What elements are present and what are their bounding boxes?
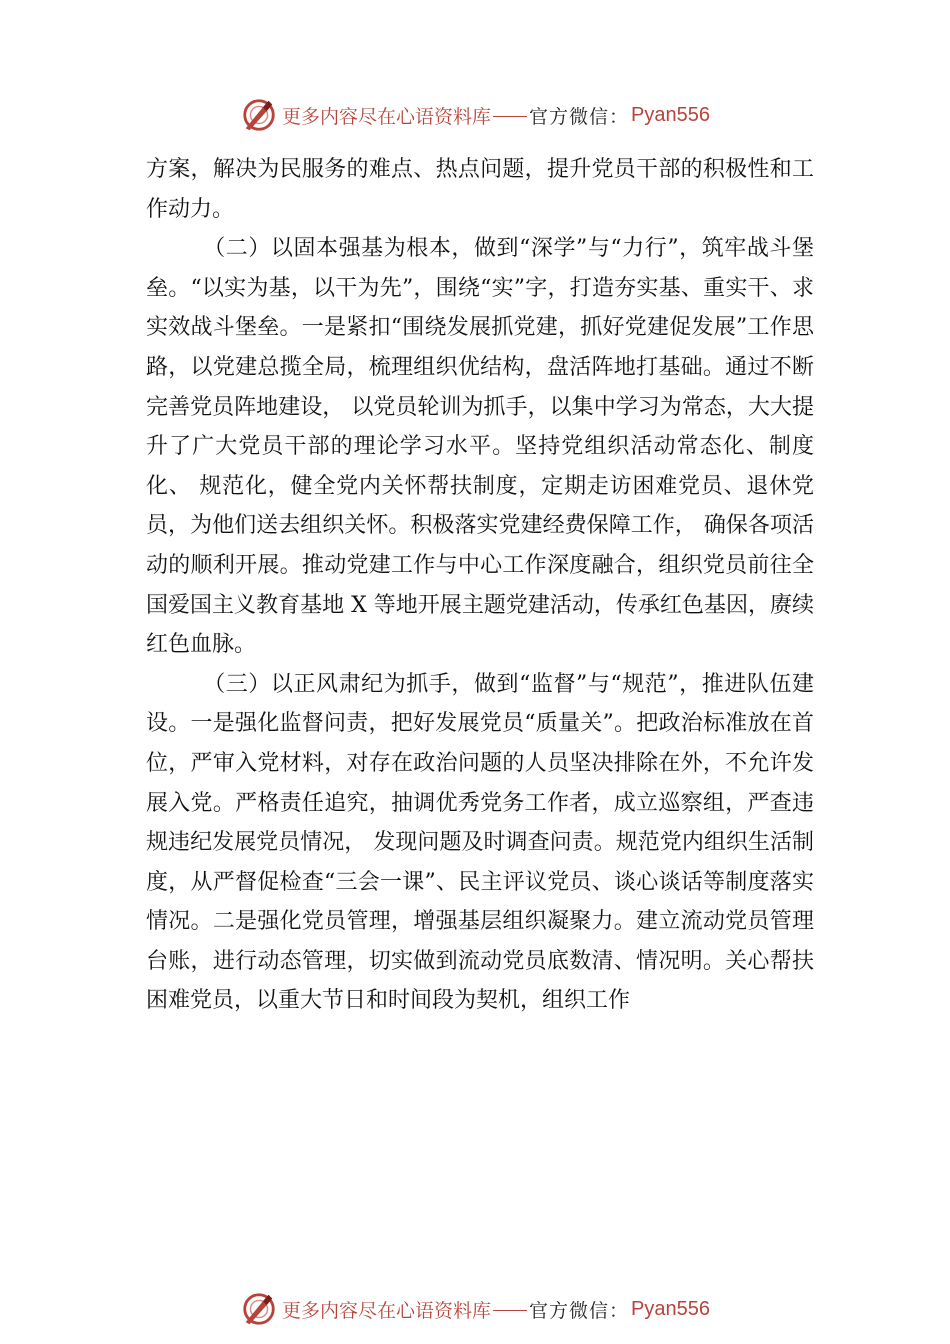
footer-banner	[0, 1289, 950, 1329]
banner-wechat-id: Pyan556	[631, 1297, 710, 1320]
banner-wechat-label: 官方微信：	[529, 1299, 630, 1322]
banner-site-name: 更多内容尽在心语资料库	[282, 1299, 492, 1322]
banner-wechat-id: Pyan556	[631, 103, 710, 126]
paragraph-1: 方案，解决为民服务的难点、热点问题，提升党员干部的积极性和工作动力。	[146, 157, 814, 222]
paragraph-3: （三）以正风肃纪为抓手，做到“监督”与“规范”，推进队伍建设。一是强化监督问责，把好发展党员“质量关”。把政治标准放在首位，严审入党材料，对存在政治问题的人员坚决排除在外，不允许发展入党。严格责任追究，抽调优秀党务工作者，成立巡察组，严查违规违纪发展党员情况， 发现问题及时调查问责。规范党内组织生活制度，从严督促检查“三会一课”、民主评议党员、谈心谈话等制度落实情况。二是强化党员管理，增强基层组织凝聚力。建立流动党员管理台账，进行动态管理，切实做到流动党员底数清、情况明。关心帮扶困难党员，以重大节日和时间段为契机，组织工作	[146, 671, 814, 1014]
pen-logo-icon	[240, 1290, 278, 1328]
banner-site-name: 更多内容尽在心语资料库	[282, 105, 492, 128]
pen-logo-icon	[240, 96, 278, 134]
paragraph-2: （二）以固本强基为根本，做到“深学”与“力行”，筑牢战斗堡垒。“以实为基，以干为先”，围绕“实”字，打造夯实基、重实干、求实效战斗堡垒。一是紧扣“围绕发展抓党建，抓好党建促发展”工作思路，以党建总揽全局，梳理组织优结构，盘活阵地打基础。通过不断完善党员阵地建设， 以党员轮训为抓手，以集中学习为常态，大大提升了广大党员干部的理论学习水平。坚持党组织活动常态化、制度化、 规范化，健全党内关怀帮扶制度，定期走访困难党员、退休党员，为他们送去组织关怀。积极落实党建经费保障工作， 确保各项活动的顺利开展。推动党建工作与中心工作深度融合，组织党员前往全国爱国主义教育基地 X 等地开展主题党建活动，传承红色基因，赓续红色血脉。	[146, 236, 814, 658]
banner-separator	[493, 116, 527, 117]
banner-separator	[493, 1310, 527, 1311]
header-banner	[0, 95, 950, 135]
document-body	[146, 150, 814, 1021]
banner-wechat-label: 官方微信：	[529, 105, 630, 128]
